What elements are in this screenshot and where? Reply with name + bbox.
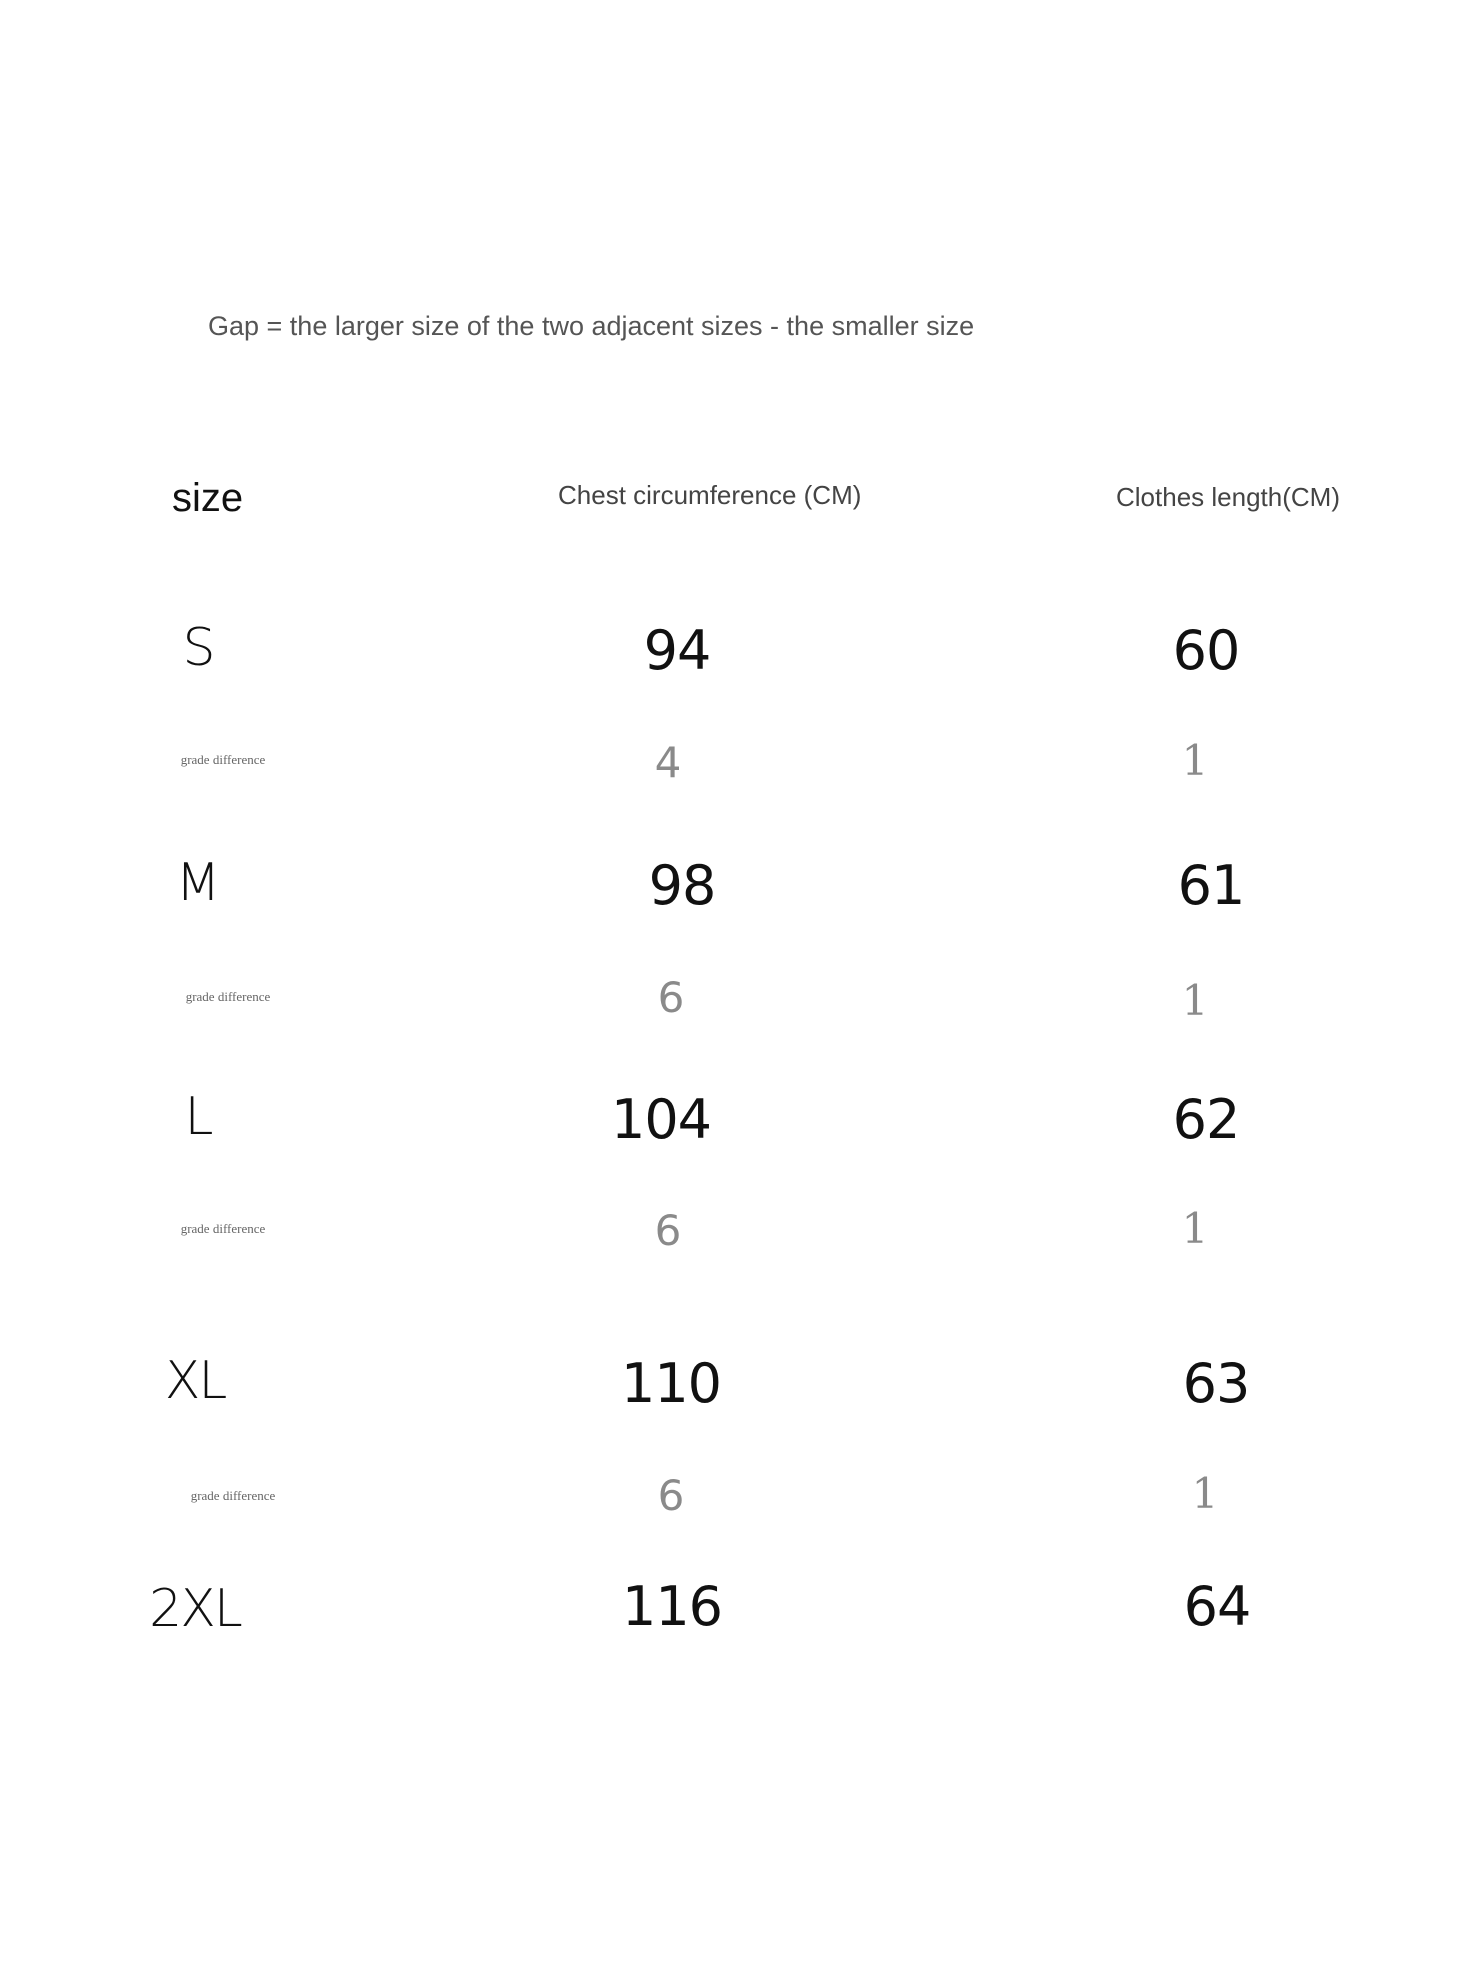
length-cell: 61	[1177, 854, 1245, 917]
chest-cell: 98	[648, 854, 716, 917]
length-cell: 64	[1183, 1575, 1251, 1638]
size-cell: 2XL	[149, 1579, 241, 1639]
length-difference-cell: 1	[1181, 1204, 1209, 1253]
grade-difference-label: grade difference	[190, 1488, 276, 1503]
size-cell: XL	[164, 1351, 226, 1411]
grade-difference-label: grade difference	[185, 989, 271, 1004]
length-difference-cell: 1	[1181, 976, 1209, 1025]
length-difference-cell: 1	[1191, 1469, 1219, 1518]
size-cell: L	[184, 1087, 212, 1147]
size-cell: S	[182, 618, 214, 678]
grade-difference-label: grade difference	[180, 752, 266, 767]
header-clothes-length: Clothes length(CM)	[1116, 482, 1340, 512]
chest-cell: 110	[620, 1352, 722, 1415]
chest-cell: 116	[621, 1575, 723, 1638]
chest-difference-cell: 6	[657, 1471, 685, 1520]
chest-cell: 104	[610, 1088, 712, 1151]
header-chest-circumference: Chest circumference (CM)	[558, 480, 862, 510]
grade-difference-label: grade difference	[180, 1221, 266, 1236]
chest-cell: 94	[643, 619, 711, 682]
length-difference-cell: 1	[1181, 736, 1209, 785]
length-cell: 62	[1172, 1088, 1240, 1151]
length-cell: 60	[1172, 619, 1240, 682]
gap-note: Gap = the larger size of the two adjacent sizes - the smaller size	[208, 311, 975, 341]
chest-difference-cell: 6	[657, 973, 685, 1022]
chest-difference-cell: 6	[654, 1206, 682, 1255]
size-cell: M	[175, 853, 219, 913]
header-size: size	[172, 476, 244, 520]
chest-difference-cell: 4	[654, 738, 682, 787]
length-cell: 63	[1182, 1352, 1250, 1415]
